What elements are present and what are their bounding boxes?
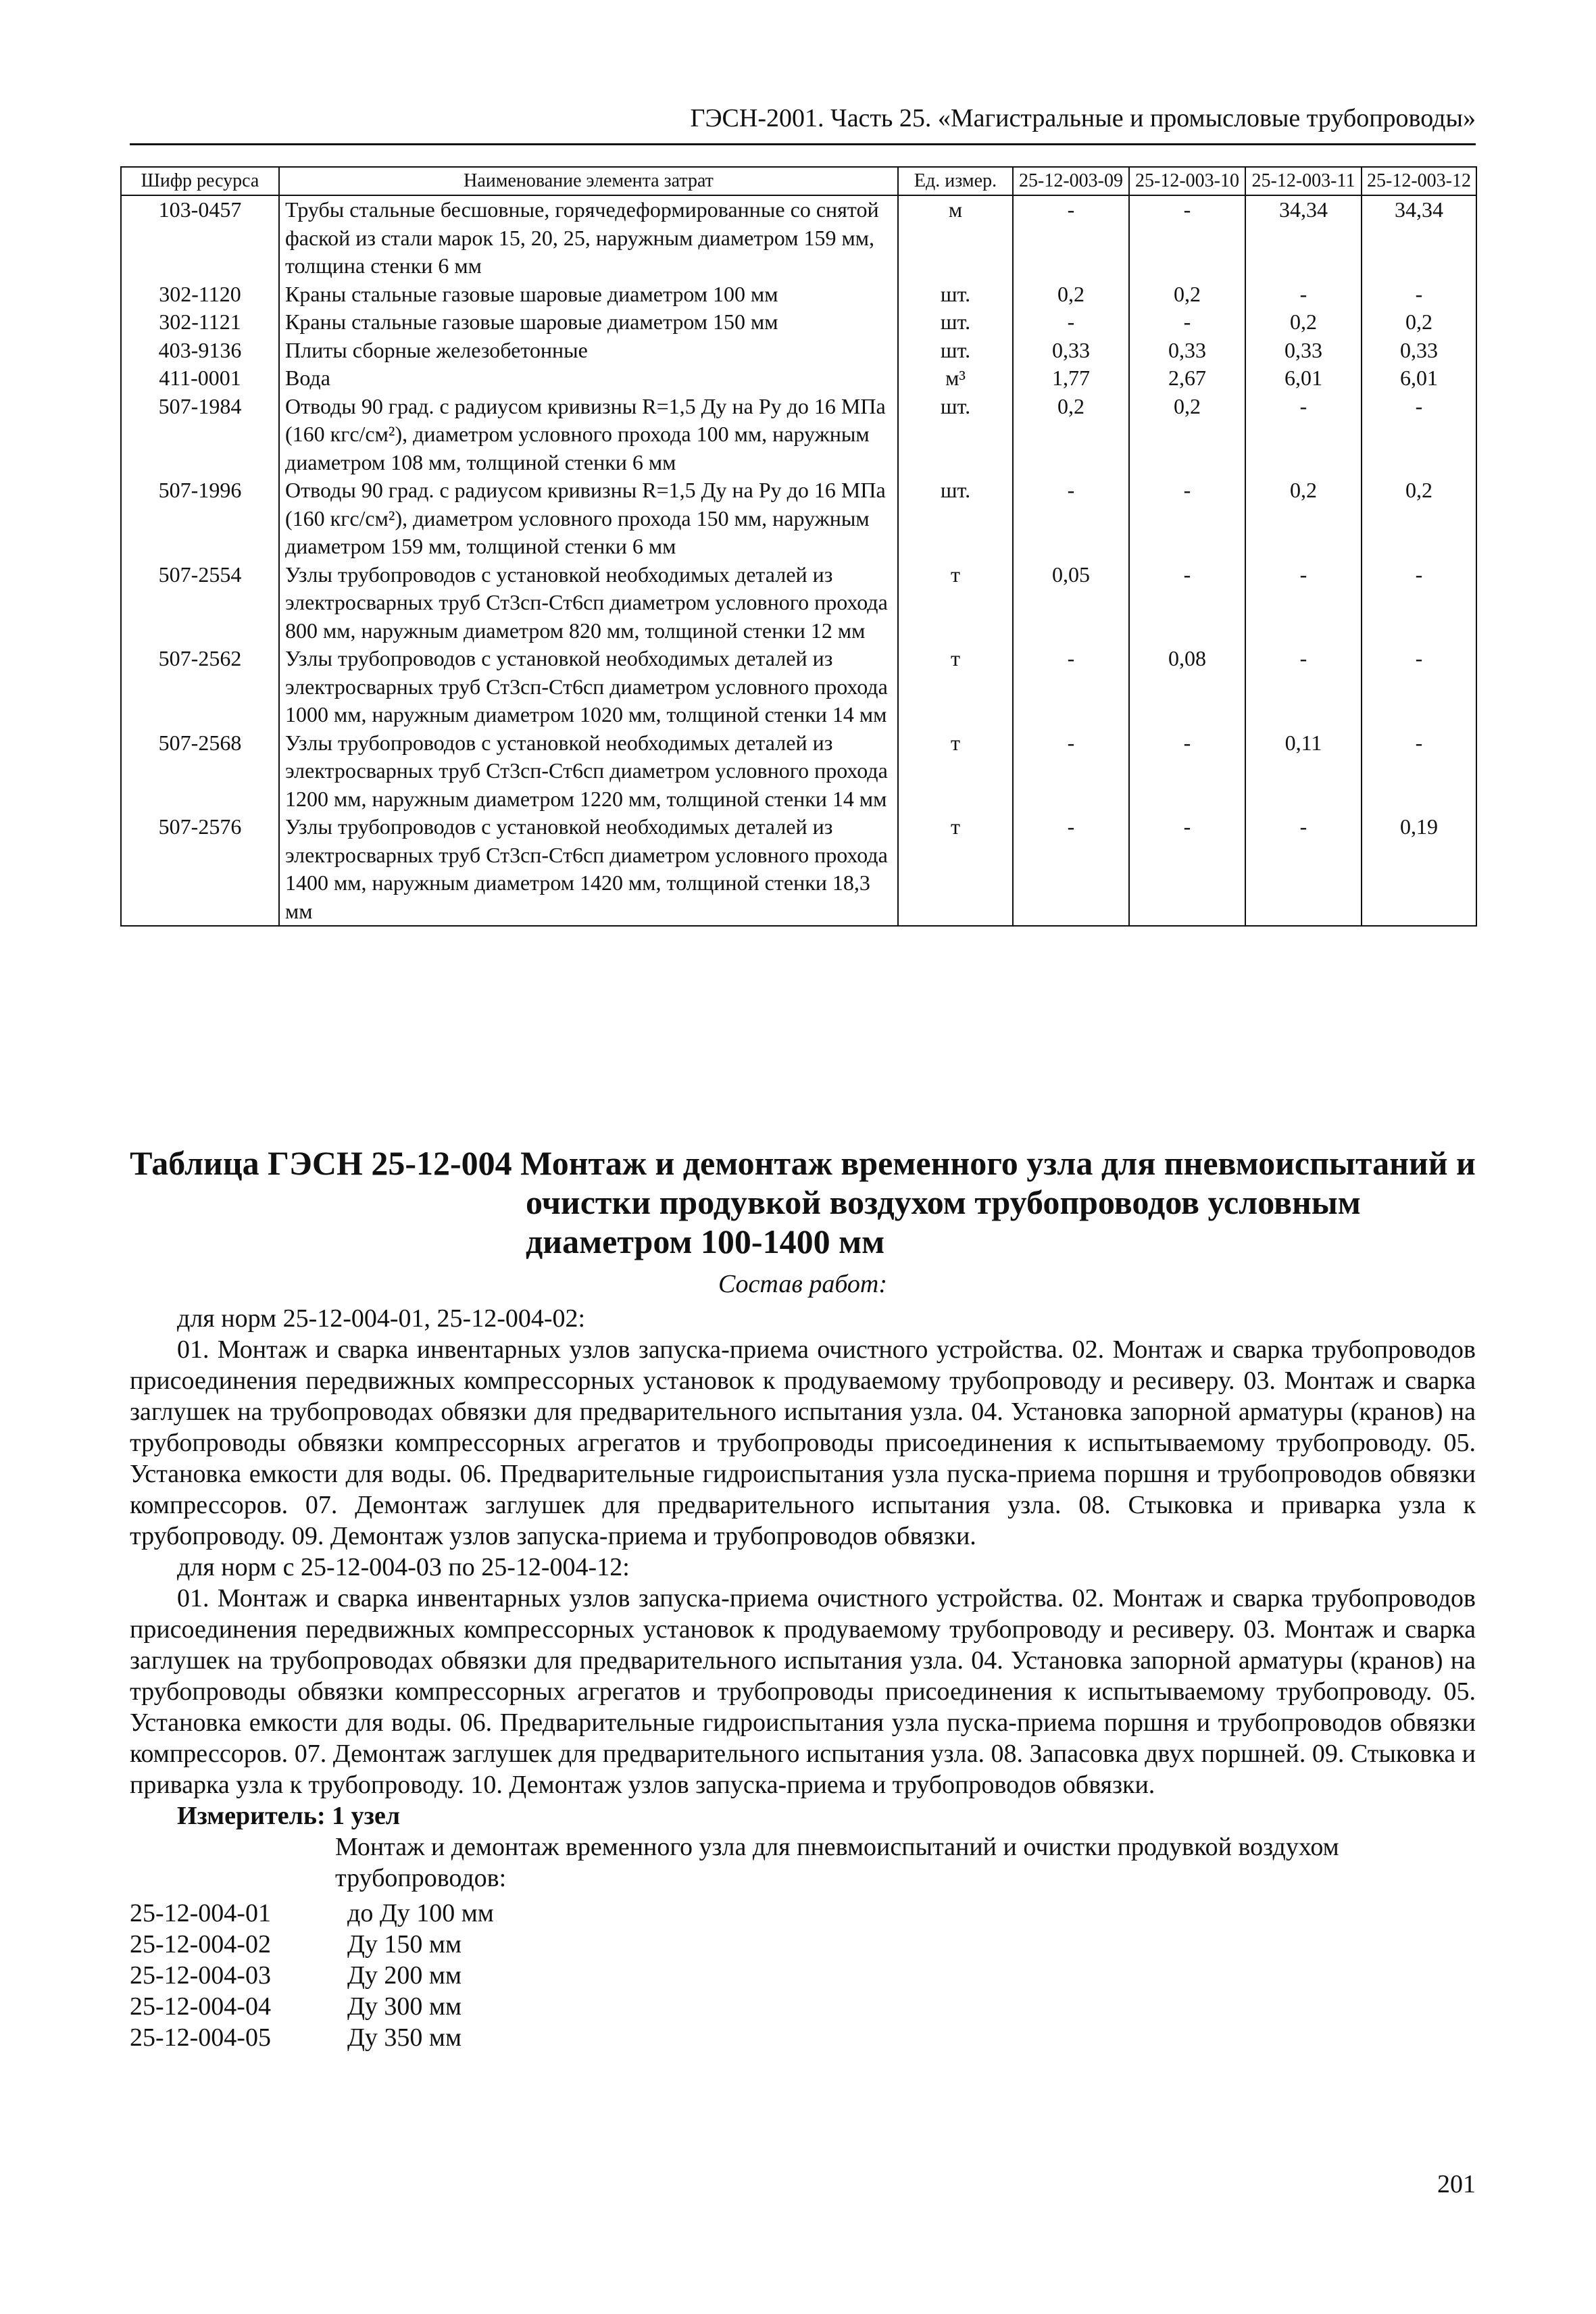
col-header-name: Наименование элемента затрат bbox=[279, 167, 898, 195]
section-title bbox=[130, 1143, 1476, 1261]
cell-name: Узлы трубопроводов с установкой необходимых деталей из электросварных труб Ст3сп-Ст6сп диаметром условного прохода 1000 мм, наружным диаметром 1020 мм, толщиной стенки 14 мм bbox=[279, 645, 898, 729]
variant-label: Ду 350 мм bbox=[347, 2023, 462, 2052]
cell-unit: шт. bbox=[898, 308, 1013, 337]
cell-norm-10: 0,2 bbox=[1129, 280, 1245, 309]
cell-code: 507-2576 bbox=[121, 813, 279, 926]
cell-norm-10: 0,08 bbox=[1129, 645, 1245, 729]
cell-unit: шт. bbox=[898, 337, 1013, 365]
cell-norm-10: - bbox=[1129, 729, 1245, 814]
meter-label: Измеритель: 1 узел bbox=[177, 1802, 401, 1830]
cell-norm-10: 0,2 bbox=[1129, 393, 1245, 477]
cell-unit: шт. bbox=[898, 393, 1013, 477]
variant-code: 25-12-004-01 bbox=[130, 1899, 271, 1927]
cell-norm-12: 6,01 bbox=[1362, 364, 1476, 393]
section-title-line-1: Таблица ГЭСН 25-12-004 Монтаж и демонтаж временного узла для пневмоиспытаний и bbox=[130, 1144, 1476, 1182]
cell-norm-10: 0,33 bbox=[1129, 337, 1245, 365]
cell-norm-12: 0,19 bbox=[1362, 813, 1476, 926]
works-group-2: 01. Монтаж и сварка инвентарных узлов запуска-приема очистного устройства. 02. Монтаж и сварка трубопроводов присоединения передвижных компрессорных установок к продуваемому трубопроводу и ресиверу. 03. Монтаж и сварка заглушек на трубопроводах обвязки для предварительного испытания узла. 04. Установка запорной арматуры (кранов) на трубопроводы обвязки компрессорных агрегатов и трубопроводы присоединения к испытываемому трубопроводу. 05. Установка емкости для воды. 06. Предварительные гидроиспытания узла пуска-приема поршня и трубопроводов обвязки компрессоров. 07. Демонтаж заглушек для предварительного испытания узла. 08. Запасовка двух поршней. 09. Стыковка и приварка узла к трубопроводу. 10. Демонтаж узлов запуска-приема и трубопроводов обвязки. bbox=[130, 1584, 1476, 1799]
description-block bbox=[130, 1831, 1476, 1894]
cell-unit: т bbox=[898, 561, 1013, 645]
table-row bbox=[121, 813, 1476, 926]
cell-unit: т bbox=[898, 813, 1013, 926]
cell-norm-11: - bbox=[1245, 813, 1362, 926]
cell-norm-11: - bbox=[1245, 645, 1362, 729]
cell-code: 507-2562 bbox=[121, 645, 279, 729]
cell-unit: шт. bbox=[898, 280, 1013, 309]
cell-code: 411-0001 bbox=[121, 364, 279, 393]
cell-norm-11: 0,2 bbox=[1245, 308, 1362, 337]
cell-norm-09: - bbox=[1013, 645, 1129, 729]
norms-group-1-label: для норм 25-12-004-01, 25-12-004-02: bbox=[177, 1304, 586, 1333]
variant-code: 25-12-004-04 bbox=[130, 1992, 271, 2021]
cell-norm-11: - bbox=[1245, 561, 1362, 645]
table-row bbox=[121, 337, 1476, 365]
cell-name: Трубы стальные бесшовные, горячедеформированные со снятой фаской из стали марок 15, 20, 25, наружным диаметром 159 мм, толщина стенки 6 мм bbox=[279, 195, 898, 280]
cell-norm-12: - bbox=[1362, 645, 1476, 729]
cell-norm-10: - bbox=[1129, 308, 1245, 337]
table-row bbox=[121, 729, 1476, 814]
body-text bbox=[130, 1303, 1476, 2053]
cell-norm-09: 0,33 bbox=[1013, 337, 1129, 365]
cell-name: Плиты сборные железобетонные bbox=[279, 337, 898, 365]
cell-code: 507-1996 bbox=[121, 476, 279, 561]
cell-name: Краны стальные газовые шаровые диаметром 150 мм bbox=[279, 308, 898, 337]
variant-code: 25-12-004-02 bbox=[130, 1930, 271, 1959]
table-row bbox=[121, 364, 1476, 393]
cell-code: 507-2568 bbox=[121, 729, 279, 814]
cell-norm-10: - bbox=[1129, 476, 1245, 561]
cell-name: Отводы 90 град. с радиусом кривизны R=1,5 Ду на Ру до 16 МПа (160 кгс/см²), диаметром условного прохода 100 мм, наружным диаметром 108 мм, толщиной стенки 6 мм bbox=[279, 393, 898, 477]
cell-norm-11: 0,2 bbox=[1245, 476, 1362, 561]
col-header-norm-09: 25-12-003-09 bbox=[1013, 167, 1129, 195]
cell-code: 507-2554 bbox=[121, 561, 279, 645]
cell-norm-11: 34,34 bbox=[1245, 195, 1362, 280]
variant-row bbox=[130, 2022, 1476, 2053]
cell-norm-12: - bbox=[1362, 561, 1476, 645]
cell-norm-12: 0,2 bbox=[1362, 476, 1476, 561]
cell-norm-12: 34,34 bbox=[1362, 195, 1476, 280]
col-header-norm-10: 25-12-003-10 bbox=[1129, 167, 1245, 195]
cell-code: 103-0457 bbox=[121, 195, 279, 280]
variant-row bbox=[130, 1929, 1476, 1960]
cell-unit: шт. bbox=[898, 476, 1013, 561]
cell-norm-09: - bbox=[1013, 729, 1129, 814]
cell-unit: м bbox=[898, 195, 1013, 280]
cell-norm-09: 0,2 bbox=[1013, 280, 1129, 309]
description-line-2: трубопроводов: bbox=[335, 1864, 507, 1892]
cell-norm-12: - bbox=[1362, 280, 1476, 309]
cell-norm-12: 0,2 bbox=[1362, 308, 1476, 337]
section-title-line-3: диаметром 100-1400 мм bbox=[526, 1223, 885, 1260]
cell-name: Отводы 90 град. с радиусом кривизны R=1,5 Ду на Ру до 16 МПа (160 кгс/см²), диаметром условного прохода 150 мм, наружным диаметром 159 мм, толщиной стенки 6 мм bbox=[279, 476, 898, 561]
cell-norm-11: 0,11 bbox=[1245, 729, 1362, 814]
cell-name: Узлы трубопроводов с установкой необходимых деталей из электросварных труб Ст3сп-Ст6сп диаметром условного прохода 1400 мм, наружным диаметром 1420 мм, толщиной стенки 18,3 мм bbox=[279, 813, 898, 926]
section-title-line-2: очистки продувкой воздухом трубопроводов условным bbox=[526, 1183, 1361, 1221]
variant-row bbox=[130, 1991, 1476, 2022]
cell-code: 403-9136 bbox=[121, 337, 279, 365]
variant-list bbox=[130, 1898, 1476, 2053]
cell-name: Узлы трубопроводов с установкой необходимых деталей из электросварных труб Ст3сп-Ст6сп диаметром условного прохода 800 мм, наружным диаметром 820 мм, толщиной стенки 12 мм bbox=[279, 561, 898, 645]
cell-norm-10: - bbox=[1129, 813, 1245, 926]
description-line-1: Монтаж и демонтаж временного узла для пневмоиспытаний и очистки продувкой воздухом bbox=[335, 1833, 1339, 1861]
variant-code: 25-12-004-05 bbox=[130, 2023, 271, 2052]
variant-row bbox=[130, 1898, 1476, 1929]
page-number: 201 bbox=[1437, 2170, 1476, 2198]
cell-norm-11: - bbox=[1245, 280, 1362, 309]
cell-name: Краны стальные газовые шаровые диаметром 100 мм bbox=[279, 280, 898, 309]
variant-row bbox=[130, 1960, 1476, 1991]
cell-name: Вода bbox=[279, 364, 898, 393]
cell-norm-09: 1,77 bbox=[1013, 364, 1129, 393]
table-header-row bbox=[121, 167, 1476, 195]
cell-norm-09: - bbox=[1013, 813, 1129, 926]
col-header-code: Шифр ресурса bbox=[121, 167, 279, 195]
table-row bbox=[121, 195, 1476, 280]
cell-norm-11: 0,33 bbox=[1245, 337, 1362, 365]
table-row bbox=[121, 476, 1476, 561]
cell-name: Узлы трубопроводов с установкой необходимых деталей из электросварных труб Ст3сп-Ст6сп диаметром условного прохода 1200 мм, наружным диаметром 1220 мм, толщиной стенки 14 мм bbox=[279, 729, 898, 814]
cell-unit: м³ bbox=[898, 364, 1013, 393]
cell-norm-09: - bbox=[1013, 308, 1129, 337]
cell-norm-12: 0,33 bbox=[1362, 337, 1476, 365]
cell-norm-12: - bbox=[1362, 729, 1476, 814]
cell-unit: т bbox=[898, 645, 1013, 729]
cell-norm-10: - bbox=[1129, 195, 1245, 280]
variant-label: Ду 150 мм bbox=[347, 1930, 462, 1959]
table-row bbox=[121, 280, 1476, 309]
cell-code: 507-1984 bbox=[121, 393, 279, 477]
table-row bbox=[121, 645, 1476, 729]
variant-label: Ду 300 мм bbox=[347, 1992, 462, 2021]
work-composition-label: Состав работ: bbox=[718, 1270, 888, 1298]
page-header: ГЭСН-2001. Часть 25. «Магистральные и промысловые трубопроводы» bbox=[690, 104, 1476, 132]
cell-norm-10: - bbox=[1129, 561, 1245, 645]
variant-label: Ду 200 мм bbox=[347, 1961, 462, 1990]
cell-norm-10: 2,67 bbox=[1129, 364, 1245, 393]
variant-code: 25-12-004-03 bbox=[130, 1961, 271, 1990]
col-header-norm-12: 25-12-003-12 bbox=[1362, 167, 1476, 195]
cell-code: 302-1121 bbox=[121, 308, 279, 337]
cell-norm-09: 0,05 bbox=[1013, 561, 1129, 645]
cell-norm-11: - bbox=[1245, 393, 1362, 477]
variant-label: до Ду 100 мм bbox=[347, 1899, 494, 1927]
cell-norm-09: - bbox=[1013, 476, 1129, 561]
cell-norm-11: 6,01 bbox=[1245, 364, 1362, 393]
cell-norm-09: 0,2 bbox=[1013, 393, 1129, 477]
col-header-norm-11: 25-12-003-11 bbox=[1245, 167, 1362, 195]
cell-unit: т bbox=[898, 729, 1013, 814]
table-row bbox=[121, 393, 1476, 477]
resource-table bbox=[120, 166, 1477, 927]
table-row bbox=[121, 561, 1476, 645]
table-row bbox=[121, 308, 1476, 337]
cell-code: 302-1120 bbox=[121, 280, 279, 309]
works-group-1: 01. Монтаж и сварка инвентарных узлов запуска-приема очистного устройства. 02. Монтаж и сварка трубопроводов присоединения передвижных компрессорных установок к продуваемому трубопроводу и ресиверу. 03. Монтаж и сварка заглушек на трубопроводах обвязки для предварительного испытания узла. 04. Установка запорной арматуры (кранов) на трубопроводы обвязки компрессорных агрегатов и трубопроводы присоединения к испытываемому трубопроводу. 05. Установка емкости для воды. 06. Предварительные гидроиспытания узла пуска-приема поршня и трубопроводов обвязки компрессоров. 07. Демонтаж заглушек для предварительного испытания узла. 08. Стыковка и приварка узла к трубопроводу. 09. Демонтаж узлов запуска-приема и трубопроводов обвязки. bbox=[130, 1335, 1476, 1550]
cell-norm-09: - bbox=[1013, 195, 1129, 280]
cell-norm-12: - bbox=[1362, 393, 1476, 477]
header-rule bbox=[130, 143, 1476, 145]
norms-group-2-label: для норм с 25-12-004-03 по 25-12-004-12: bbox=[177, 1553, 630, 1581]
col-header-unit: Ед. измер. bbox=[898, 167, 1013, 195]
table-body bbox=[121, 195, 1476, 926]
